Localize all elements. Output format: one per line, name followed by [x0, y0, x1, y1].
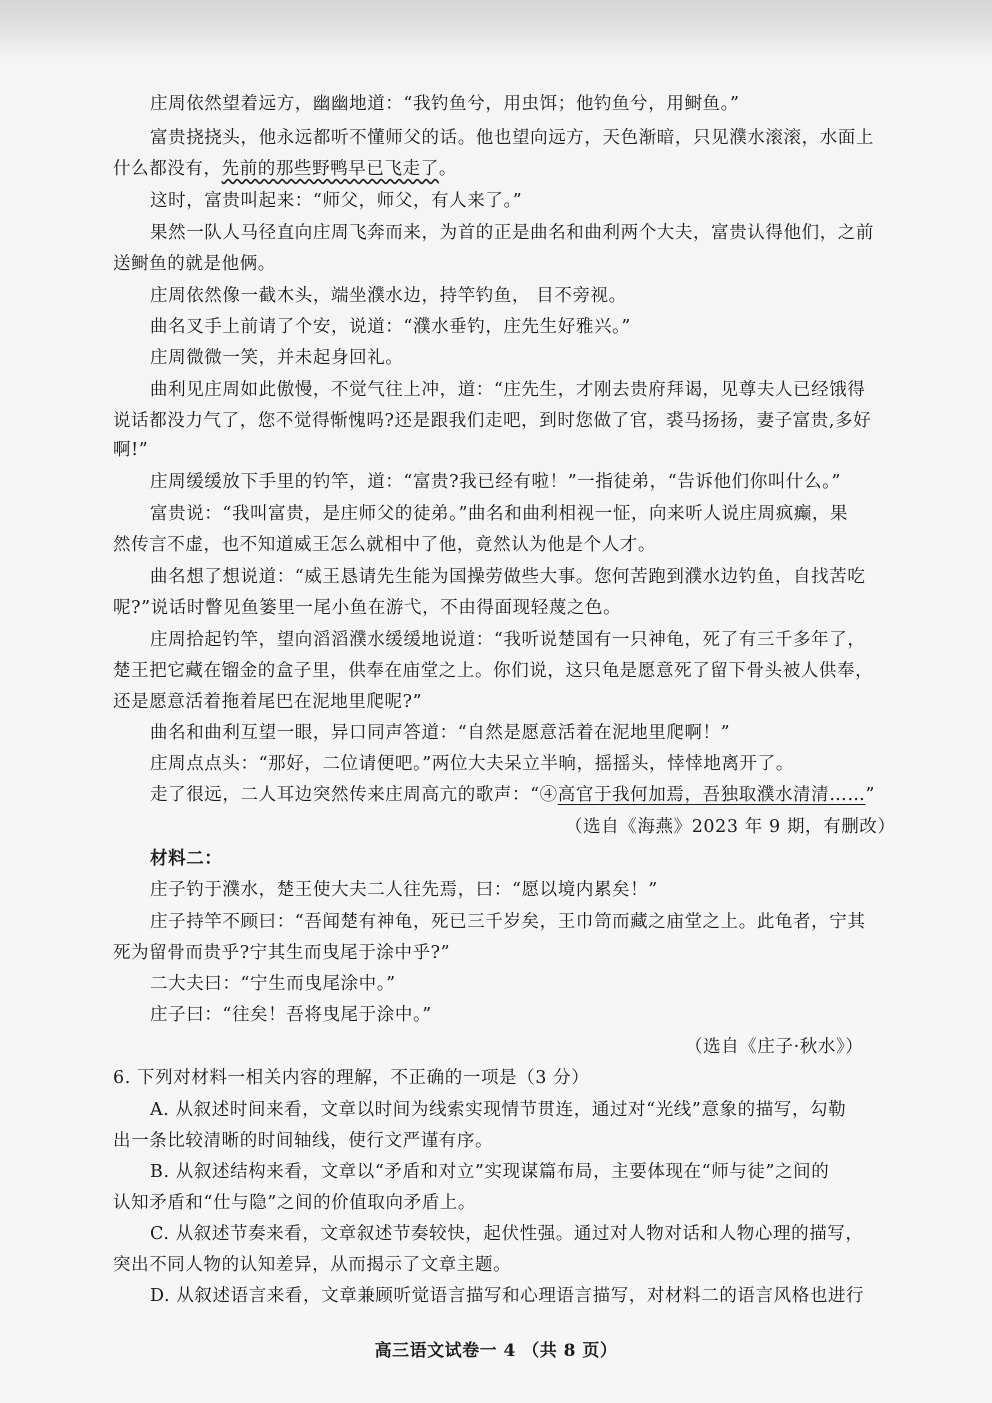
text-line: 还是愿意活着拖着尾巴在泥地里爬呢?” — [113, 692, 423, 712]
text-segment: 。 — [438, 159, 457, 179]
text-line: 送鲥鱼的就是他俩。 — [113, 254, 276, 274]
text-line: 果然一队人马径直向庄周飞奔而来，为首的正是曲名和曲利两个大夫，富贵认得他们，之前 — [150, 223, 874, 243]
text-line — [113, 157, 457, 181]
underlined-sentence-4: 高官于我何加焉，吾独取濮水清清…… — [557, 785, 866, 805]
text-segment: 走了很远，二人耳边突然传来庄周高亢的歌声：“④ — [150, 785, 558, 805]
text-segment: ” — [865, 785, 875, 805]
text-line: 庄周依然像一截木头，端坐濮水边，持竿钓鱼， 目不旁视。 — [150, 286, 627, 306]
text-line: 曲名想了想说道：“威王恳请先生能为国操劳做些大事。您何苦跑到濮水边钓鱼，自找苦吃 — [150, 567, 866, 587]
text-line: 曲名和曲利互望一眼，异口同声答道：“自然是愿意活着在泥地里爬啊！” — [150, 723, 731, 743]
option-c-cont: 突出不同人物的认知差异，从而揭示了文章主题。 — [113, 1255, 512, 1275]
text-line: 庄子曰：“往矣！吾将曳尾于涂中。” — [150, 1005, 432, 1025]
text-line: 庄子持竿不顾曰：“吾闻楚有神龟，死已三千岁矣，王巾笥而藏之庙堂之上。此龟者，宁其 — [150, 912, 866, 932]
option-b-cont: 认知矛盾和“仕与隐”之间的价值取向矛盾上。 — [113, 1193, 476, 1213]
text-line: 二大夫曰：“宁生而曳尾涂中。” — [150, 974, 396, 994]
text-line — [150, 783, 875, 807]
option-d: D. 从叙述语言来看，文章兼顾听觉语言描写和心理语言描写，对材料二的语言风格也进行 — [150, 1286, 865, 1306]
text-line: 庄周点点头：“那好，二位请便吧。”两位大夫呆立半晌，摇摇头，悻悻地离开了。 — [150, 754, 794, 774]
option-a-cont: 出一条比较清晰的时间轴线，使行文严谨有序。 — [113, 1131, 494, 1151]
text-line: 富贵挠挠头，他永远都听不懂师父的话。他也望向远方，天色渐暗，只见濮水滚滚，水面上 — [150, 128, 874, 148]
text-line: 庄周缓缓放下手里的钓竿，道：“富贵?我已经有啦！”一指徒弟，“告诉他们你叫什么。” — [150, 472, 842, 492]
text-line: 呢?”说话时瞥见鱼篓里一尾小鱼在游弋，不由得面现轻蔑之色。 — [113, 598, 622, 618]
text-line: 这时，富贵叫起来：“师父，师父，有人来了。” — [150, 191, 523, 211]
wavy-underlined-phrase: 先前的那些野鸭早已飞走了 — [221, 159, 439, 179]
text-line: 庄周拾起钓竿，望向滔滔濮水缓缓地说道：“我听说楚国有一只神龟，死了有三千多年了， — [150, 630, 866, 650]
option-a: A. 从叙述时间来看，文章以时间为线索实现情节贯连，通过对“光线”意象的描写，勾勒 — [150, 1100, 847, 1120]
text-line: 庄周微微一笑，并未起身回礼。 — [150, 348, 404, 368]
text-line: 啊!” — [113, 440, 149, 460]
text-line: 富贵说：“我叫富贵，是庄师父的徒弟。”曲名和曲利相视一怔，向来听人说庄周疯癫，果 — [150, 504, 849, 524]
source-citation: （选自《庄子·秋水》） — [685, 1037, 864, 1057]
page-footer: 高三语文试卷一 4 （共 8 页） — [374, 1341, 618, 1361]
text-line: 曲名叉手上前请了个安，说道：“濮水垂钓，庄先生好雅兴。” — [150, 317, 631, 337]
section-heading: 材料二： — [150, 849, 223, 869]
text-line: 说话都没力气了，您不觉得惭愧吗?还是跟我们走吧，到时您做了官，裘马扬扬，妻子富贵,多好 — [113, 411, 872, 431]
text-segment: 什么都没有， — [113, 159, 222, 179]
text-line: 然传言不虚，也不知道威王怎么就相中了他，竟然认为他是个人才。 — [113, 535, 656, 555]
text-line: 曲利见庄周如此傲慢，不觉气往上冲，道：“庄先生，才刚去贵府拜谒，见尊夫人已经饿得 — [150, 380, 866, 400]
question-stem: 6. 下列对材料一相关内容的理解，不正确的一项是（3 分） — [113, 1068, 590, 1088]
option-b: B. 从叙述结构来看，文章以“矛盾和对立”实现谋篇布局，主要体现在“师与徒”之间的 — [150, 1162, 830, 1182]
source-citation: （选自《海燕》2023 年 9 期，有删改） — [565, 817, 896, 837]
text-line: 死为留骨而贵乎?宁其生而曳尾于涂中乎?” — [113, 943, 451, 963]
scan-smudge — [0, 0, 992, 60]
text-line: 庄周依然望着远方，幽幽地道：“我钓鱼兮，用虫饵；他钓鱼兮，用鲥鱼。” — [150, 94, 740, 114]
text-line: 楚王把它藏在镏金的盒子里，供奉在庙堂之上。你们说，这只龟是愿意死了留下骨头被人供奉， — [113, 661, 874, 681]
option-c: C. 从叙述节奏来看，文章叙述节奏较快，起伏性强。通过对人物对话和人物心理的描写， — [150, 1224, 864, 1244]
text-line: 庄子钓于濮水，楚王使大夫二人往先焉，曰：“愿以境内累矣！” — [150, 880, 658, 900]
